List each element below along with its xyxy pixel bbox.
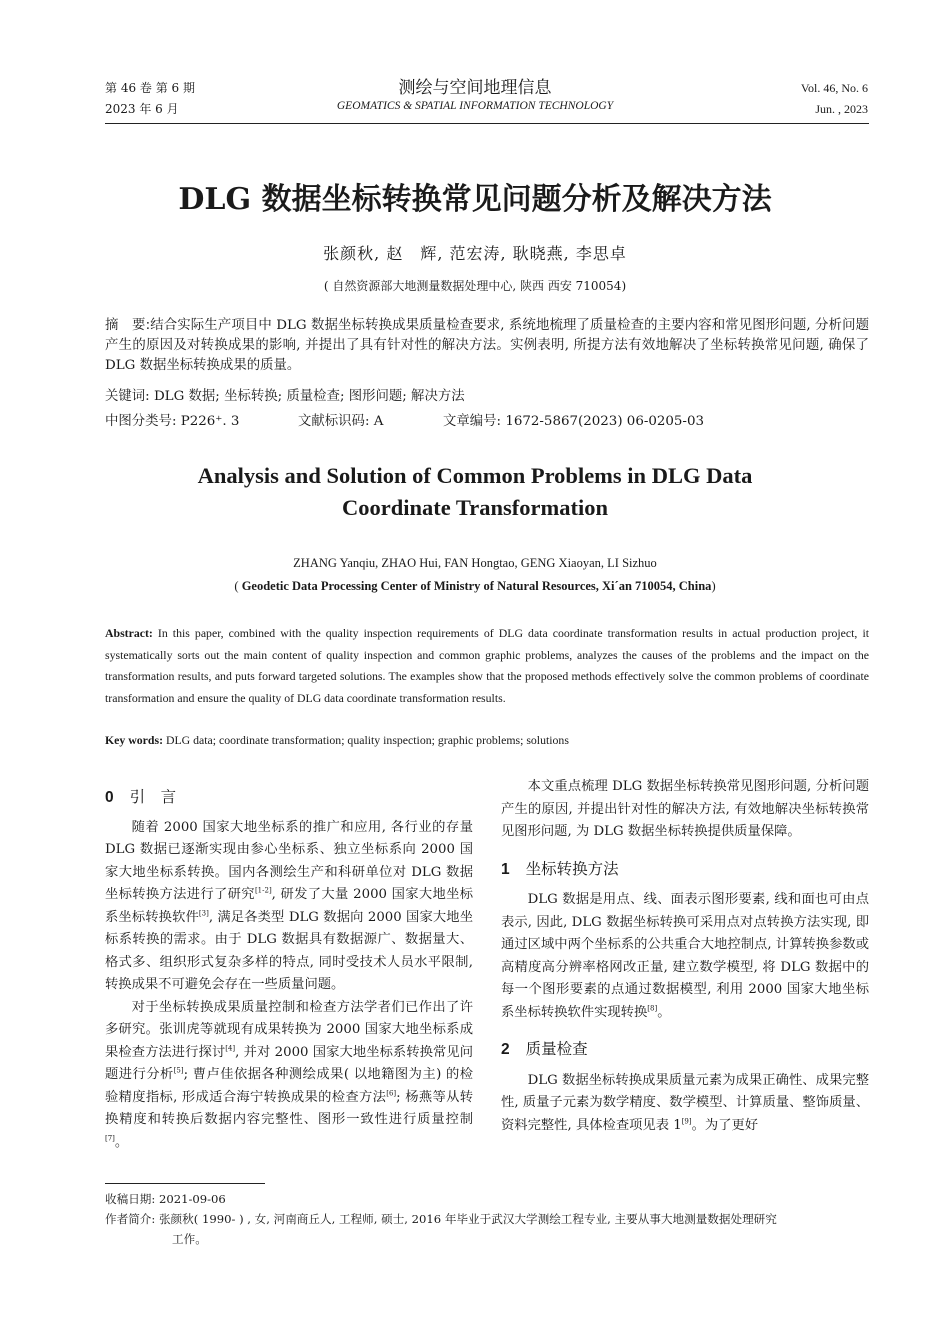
section-2-title: 质量检查 [525,1040,588,1058]
body-left-column [105,786,473,1154]
citation-7: [7] [105,1134,115,1143]
intro-p1-mid: , 研发了大量 2000 国家大地坐标系坐标转换软件 [105,887,474,925]
affiliation-cn: ( 自然资源部大地测量数据处理中心, 陕西 西安 710054) [323,279,627,293]
intro-p2-b: , 并对 2000 国家大地坐标系转换常见问题进行分析 [105,1044,474,1082]
intro-p2-c: ; 曹卢佳依据各种测绘成果( 以地籍图为主) 的检验精度指标, 形成适合海宁转换成果的检查方法 [105,1067,473,1105]
affiliation-en [0,579,950,594]
header-date-cn: 2023 年 6 月 [105,102,179,116]
section-0-number: 0 [105,789,114,806]
section-1-title: 坐标转换方法 [525,859,619,878]
affiliation-en-open: ( [234,579,242,593]
abstract-cn-label: 摘 要: [105,318,151,333]
method-p1-end: 。 [657,1004,671,1020]
body-right-column [501,776,869,1137]
paper-title-en-line1: Analysis and Solution of Common Problems in DLG Data [197,463,753,488]
intro-p1-text: 随着 2000 国家大地坐标系的推广和应用, 各行业的存量 DLG 数据已逐渐实现由参心坐标系、独立坐标系向 2000 国家大地坐标系转换。国内各测绘生产和科研单位对 DLG 数据坐标转换方法进行了研究 [105,819,473,902]
citation-9: [9] [681,1117,692,1126]
keywords-en-label: Key words: [105,733,163,747]
quality-p1-end: 。为了更好 [691,1117,759,1133]
section-2-number: 2 [501,1041,510,1058]
method-paragraph-1 [501,889,869,1024]
footnote-author-bio: 作者简介: 张颜秋( 1990- ) , 女, 河南商丘人, 工程师, 硕士, 2016 年毕业于武汉大学测绘工程专业, 主要从事大地测量数据处理研究 [105,1212,777,1226]
citation-3: [3] [198,909,209,918]
journal-title-en: GEOMATICS & SPATIAL INFORMATION TECHNOLOGY [336,100,614,112]
intro-paragraph-1 [105,817,473,997]
intro-p2-e: 。 [114,1134,129,1150]
footnote-author-bio-cont: 工作。 [172,1232,207,1246]
intro-p2-d: ; 杨燕等从转换精度和转换后数据内容完整性、图形一致性进行质量控制 [105,1089,473,1127]
intro-paragraph-2 [105,997,473,1155]
authors-cn: 张颜秋, 赵 辉, 范宏涛, 耿晓燕, 李思卓 [323,244,627,263]
document-code: 文献标识码: A [298,414,384,429]
section-1-number: 1 [501,860,510,878]
keywords-en [105,733,869,748]
abstract-en [105,623,869,709]
section-2-heading [501,1038,869,1062]
authors-en: ZHANG Yanqiu, ZHAO Hui, FAN Hongtao, GENG Xiaoyan, LI Sizhuo [293,556,657,570]
section-1-heading [501,858,869,882]
header-date-en: Jun. , 2023 [815,102,868,116]
header-volume-en: Vol. 46, No. 6 [800,81,868,95]
citation-5: [5] [173,1066,184,1075]
citation-1-2: [1-2] [254,886,272,895]
paper-title-cn: DLG 数据坐标转换常见问题分析及解决方法 [178,182,772,217]
paper-title-en-line2: Coordinate Transformation [341,495,609,520]
quality-paragraph-1 [501,1070,869,1138]
intro-p2-a: 对于坐标转换成果质量控制和检查方法学者们已作出了许多研究。张训虎等就现有成果转换为 2000 国家大地坐标系成果检查方法进行探讨 [105,999,473,1060]
abstract-en-text: In this paper, combined with the quality inspection requirements of DLG data coordinate transformation results in actual production project, it systematically sorts out the main content of quality inspection and common graphic problems, analyzes the causes of the problems and the impact on the transformation results, and puts forward targeted solutions. The examples show that the proposed methods effectively solve the common problems of coordinate transformation and ensure the quality of DLG data coordinate transformation results. [105,626,870,705]
footnote-rule [105,1183,265,1184]
section-0-title: 引 言 [129,788,177,806]
article-number: 文章编号: 1672-5867(2023) 06-0205-03 [443,414,704,429]
affiliation-en-close: ) [711,579,716,593]
clc-number: 中图分类号: P226⁺. 3 [105,414,240,429]
affiliation-en-text: Geodetic Data Processing Center of Ministry of Natural Resources, Xi´an 710054, China [241,579,712,593]
paper-title-en [0,460,950,524]
abstract-cn [105,316,869,376]
method-p1-text: DLG 数据是用点、线、面表示图形要素, 线和面也可由点表示, 因此, DLG 数据坐标转换可采用点对点转换方法实现, 即通过区域中两个坐标系的公共重合大地控制点, 计算转换参数或高精度高分辨率格网改正量, 建立数学模型, 将 DLG 数据中的每一个图形要素的点通过数据模型, 利用 2000 国家大地坐标系坐标转换软件实现转换 [501,892,869,1020]
keywords-en-text: DLG data; coordinate transformation; quality inspection; graphic problems; solutions [165,733,569,747]
intro-p1-end: , 满足各类型 DLG 数据向 2000 国家大地坐标系转换的需求。由于 DLG 数据具有数据源广、数据量大、格式多、组织形式复杂多样的特点, 同时受技术人员水平限制, 转换成果不可避免会存在一些质量问题。 [105,909,474,992]
citation-4: [4] [225,1044,236,1053]
abstract-cn-text: 结合实际生产项目中 DLG 数据坐标转换成果质量检查要求, 系统地梳理了质量检查的主要内容和常见图形问题, 分析问题产生的原因及对转换成果的影响, 并提出了具有针对性的解决方法。实例表明, 所提方法有效地解决了坐标转换常见问题, 确保了 DLG 数据坐标转换成果的质量。 [105,318,869,373]
section-0-heading [105,786,473,810]
keywords-cn: 关键词: DLG 数据; 坐标转换; 质量检查; 图形问题; 解决方法 [105,389,465,404]
intro-paragraph-3: 本文重点梳理 DLG 数据坐标转换常见图形问题, 分析问题产生的原因, 并提出针对性的解决方法, 有效地解决坐标转换常见图形问题, 为 DLG 数据坐标转换提供质量保障。 [501,779,869,839]
abstract-en-label: Abstract: [105,626,153,640]
citation-8: [8] [647,1004,658,1013]
citation-6: [6] [386,1089,397,1098]
footnote-received: 收稿日期: 2021-09-06 [105,1192,226,1206]
quality-p1-text: DLG 数据坐标转换成果质量元素为成果正确性、成果完整性, 质量子元素为数学精度、数学模型、计算质量、整饰质量、资料完整性, 具体检查项见表 1 [501,1072,869,1133]
journal-title-cn: 测绘与空间地理信息 [398,78,552,98]
header-volume-cn: 第 46 卷 第 6 期 [105,81,195,95]
header-rule [105,123,869,124]
